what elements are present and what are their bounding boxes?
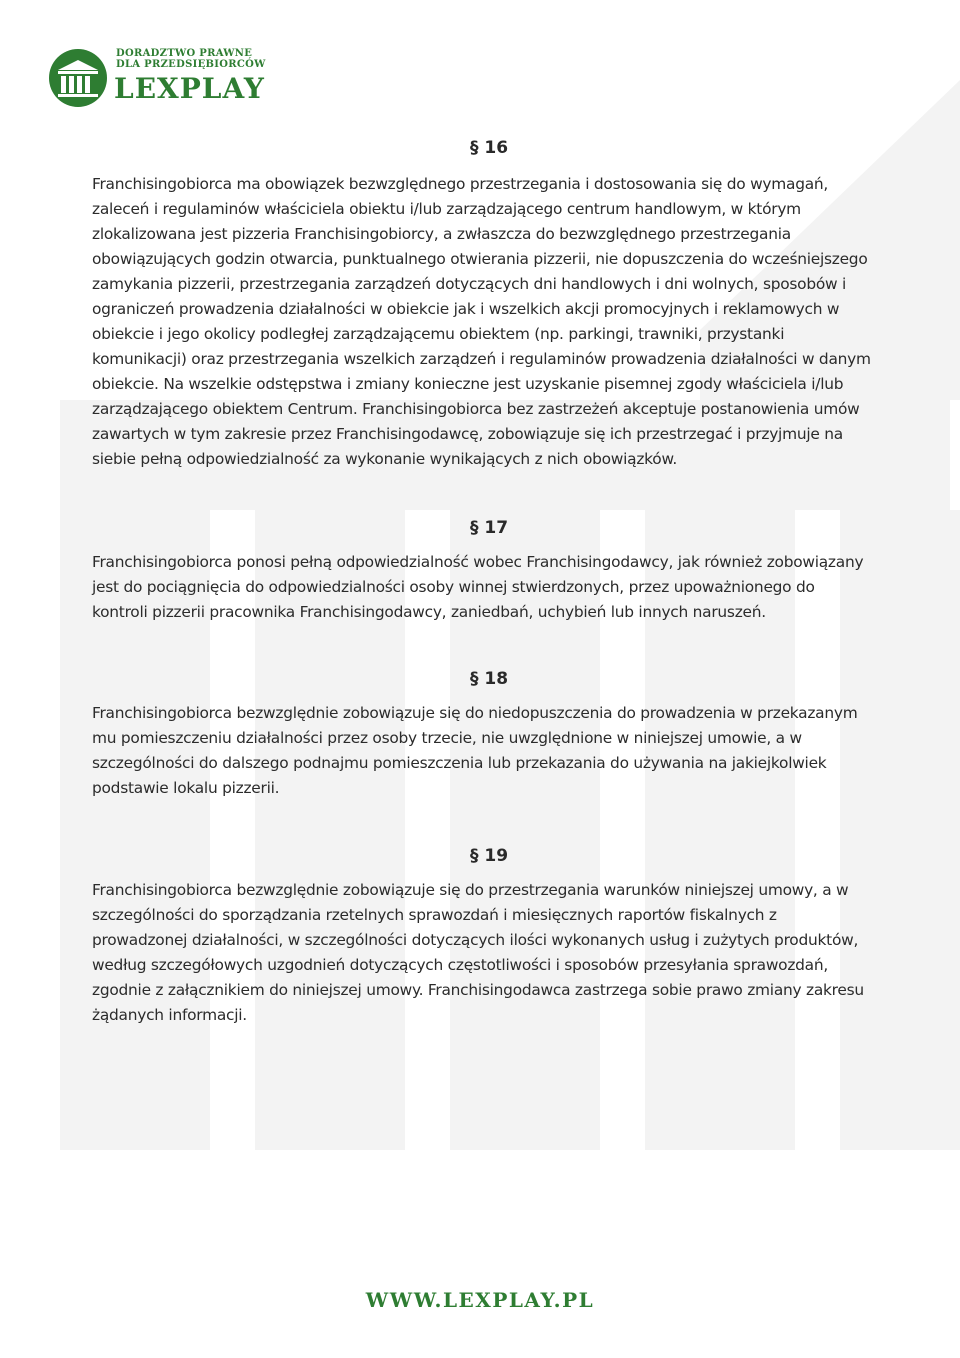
logo-name: LEXPLAY (114, 72, 265, 105)
section-16 (92, 136, 872, 472)
section-heading: § 16 (469, 138, 509, 158)
logo-subtitle (116, 48, 266, 70)
document-body (92, 136, 872, 1028)
section-17 (92, 516, 872, 625)
section-text: Franchisingobiorca ponosi pełną odpowiedzialność wobec Franchisingodawcy, jak również zobowiązany jest do pociągnięcia do odpowiedzialności osoby winnej stwierdzonych, przez upoważnionego do kontroli pizzerii pracownika Franchisingodawcy, zaniedbań, uchybień lub innych naruszeń. (92, 553, 864, 621)
logo-subtitle-line2: DLA PRZEDSIĘBIORCÓW (116, 59, 266, 70)
section-heading: § 18 (469, 669, 509, 689)
footer-website-link[interactable]: WWW.LEXPLAY.PL (365, 1288, 595, 1312)
section-heading: § 19 (469, 846, 509, 866)
logo-subtitle-line1: DORADZTWO PRAWNE (116, 48, 253, 59)
header-logo (48, 46, 268, 110)
section-19 (92, 844, 872, 1028)
section-18 (92, 667, 872, 801)
columns-emblem-icon (48, 48, 108, 108)
section-text: Franchisingobiorca bezwzględnie zobowiązuje się do przestrzegania warunków niniejszej umowy, a w szczególności do sporządzania rzetelnych sprawozdań i miesięcznych raportów fiskalnych z prowadzonej działalności, w szczególności dotyczących ilości wykonanych usług i zużytych produktów, według szczegółowych uzgodnień dotyczących częstotliwości i sposobów przesyłania sprawozdań, zgodnie z załącznikiem do niniejszej umowy. Franchisingodawca zastrzega sobie prawo zmiany zakresu żądanych informacji. (92, 881, 864, 1024)
section-text: Franchisingobiorca bezwzględnie zobowiązuje się do niedopuszczenia do prowadzenia w przekazanym mu pomieszczeniu działalności przez osoby trzecie, nie uwzględnione w niniejszej umowie, a w szczególności do dalszego podnajmu pomieszczenia lub przekazania do używania na jakiejkolwiek podstawie lokalu pizzerii. (92, 704, 858, 797)
section-heading: § 17 (469, 518, 509, 538)
section-text: Franchisingobiorca ma obowiązek bezwzględnego przestrzegania i dostosowania się do wymagań, zaleceń i regulaminów właściciela obiektu i/lub zarządzającego centrum handlowym, w którym zlokalizowana jest pizzeria Franchisingobiorcy, a zwłaszcza do bezwzględnego przestrzegania obowiązujących godzin otwarcia, punktualnego otwierania pizzerii, nie dopuszczenia do wcześniejszego zamykania pizzerii, przestrzegania zarządzeń dotyczących dni handlowych i dni wolnych, sposobów i ograniczeń prowadzenia działalności w obiekcie jak i wszelkich akcji promocyjnych i reklamowych w obiekcie i jego okolicy podległej zarządzającemu obiektem (np. parkingi, trawniki, przystanki komunikacji) oraz przestrzegania wszelkich zarządzeń i regulaminów prowadzenia działalności w danym obiekcie. Na wszelkie odstępstwa i zmiany konieczne jest uzyskanie pisemnej zgody właściciela i/lub zarządzającego obiektem Centrum. Franchisingobiorca bez zastrzeżeń akceptuje postanowienia umów zawartych w tym zakresie przez Franchisingodawcę, zobowiązuje się ich przestrzegać i przyjmuje na siebie pełną odpowiedzialność za wykonanie wynikających z nich obowiązków. (92, 175, 871, 468)
